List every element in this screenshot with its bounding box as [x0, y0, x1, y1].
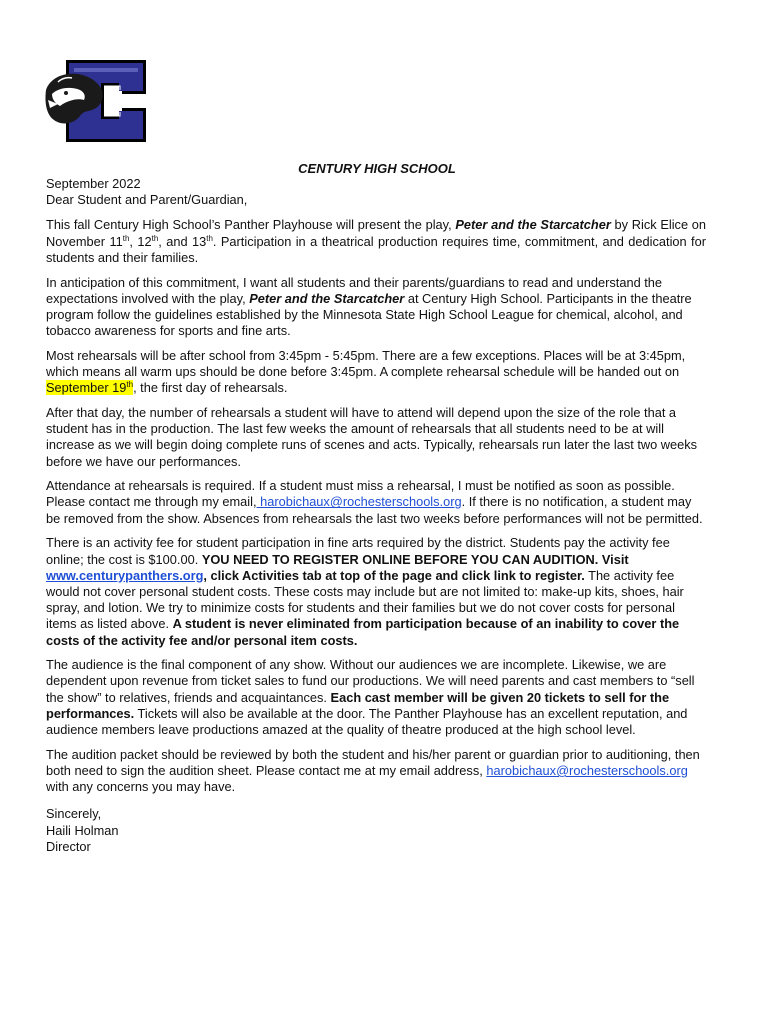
website-link[interactable]: www.centurypanthers.org: [46, 567, 204, 583]
paragraph-expectations: [46, 275, 706, 340]
p1-text-d: , and 13: [158, 233, 207, 249]
signer-name: Haili Holman: [46, 822, 119, 838]
p1-sup-2: th: [151, 233, 159, 243]
p2-text-b: at Century High School. Participants in the theatre program follow the guidelines established by the Minnesota State High School League for chemical, alcohol, and tobacco awareness for sports and fine arts.: [46, 290, 692, 339]
school-logo: [44, 60, 154, 142]
paragraph-intro: [46, 217, 706, 266]
p1-text-e: . Participation in a theatrical production requires time, commitment, and dedication for students and their families.: [46, 233, 706, 265]
p6-bold-2: , click Activities tab at top of the page and click link to register.: [203, 567, 585, 583]
paragraph-activity-fee: [46, 535, 706, 648]
signature-block: [46, 806, 706, 855]
p5-text-b: . If there is no notification, a student may be removed from the show. Absences from rehearsals the last two weeks before performances will not be permitted.: [46, 494, 703, 526]
paragraph-audience: [46, 657, 706, 738]
p8-text-a: The audition packet should be reviewed by both the student and his/her parent or guardian prior to auditioning, then both need to sign the audition sheet. Please contact me at my email address,: [46, 746, 700, 778]
p2-text-a: In anticipation of this commitment, I want all students and their parents/guardians to read and understand the expectations involved with the play,: [46, 274, 663, 306]
p7-text-b: Tickets will also be available at the door. The Panther Playhouse has an excellent reputation, and audience members leave productions amazed at the quality of theatre produced at the high school level.: [46, 705, 688, 738]
paragraph-audition-packet: [46, 747, 706, 796]
letter-date: September 2022: [46, 176, 141, 191]
p6-text-b: The activity fee would not cover personal student costs. These costs may include but are not limited to: make-up kits, shoes, hair spray, and lotion. We try to minimize costs for students and their families but we do not cover costs for personal items as listed above.: [46, 567, 684, 632]
p3-text-b: , the first day of rehearsals.: [133, 380, 288, 396]
p6-text-a: There is an activity fee for student participation in fine arts required by the district. Students pay the activity fee online; the cost is $100.00.: [46, 535, 670, 567]
p1-sup-3: th: [206, 233, 213, 243]
signer-title: Director: [46, 838, 91, 854]
p1-text-b: by Rick Elice on November 11: [46, 217, 706, 249]
school-name-heading: [0, 161, 770, 176]
p6-bold-3: A student is never eliminated from participation because of an inability to cover the costs of the activity fee and/or personal item costs.: [46, 616, 680, 648]
letter-body: [46, 176, 706, 855]
panther-c-logo-icon: [44, 60, 154, 142]
p8-text-b: with any concerns you may have.: [46, 779, 236, 795]
p1-sup-1: th: [122, 233, 130, 243]
p1-text-a: This fall Century High School’s Panther Playhouse will present the play,: [46, 217, 456, 233]
paragraph-schedule: After that day, the number of rehearsals a student will have to attend will depend upon the size of the role that a student has in the production. The last few weeks the amount of rehearsals that all students need to be at will increase as we will begin doing complete runs of scenes and acts. Typically, rehearsals run later the last two weeks before we have our performances.: [46, 404, 698, 469]
play-title: Peter and the Starcatcher: [455, 217, 611, 233]
email-link-2[interactable]: harobichaux@rochesterschools.org: [486, 763, 688, 778]
p6-bold-1: YOU NEED TO REGISTER ONLINE BEFORE YOU CAN AUDITION. Visit: [201, 551, 629, 567]
highlight-sup: th: [126, 380, 134, 390]
highlight-text: September 19: [46, 380, 127, 396]
p3-text-a: Most rehearsals will be after school from 3:45pm - 5:45pm. There are a few exceptions. Places will be at 3:45pm, which means all warm ups should be done before 3:45pm. A complete rehearsal schedule will be handed out on: [46, 347, 686, 380]
letter-salutation: Dear Student and Parent/Guardian,: [46, 192, 248, 208]
paragraph-attendance: [46, 478, 706, 527]
highlighted-date: [46, 380, 133, 395]
email-link[interactable]: harobichaux@rochesterschools.org: [256, 494, 462, 510]
closing: Sincerely,: [46, 806, 102, 822]
p7-text-a: The audience is the final component of any show. Without our audiences we are incomplete. Likewise, we are dependent upon revenue from ticket sales to fund our productions. We will need parents and cast members to “sell the show” to relatives, friends and acquaintances.: [46, 657, 695, 705]
p7-bold: Each cast member will be given 20 tickets to sell for the performances.: [46, 689, 670, 721]
play-title: Peter and the Starcatcher: [249, 290, 405, 306]
paragraph-rehearsals: [46, 348, 706, 397]
p1-text-c: , 12: [129, 233, 152, 249]
school-name: CENTURY HIGH SCHOOL: [298, 161, 456, 176]
p5-text-a: Attendance at rehearsals is required. If a student must miss a rehearsal, I must be notified as soon as possible. Please contact me through my email,: [46, 478, 675, 510]
